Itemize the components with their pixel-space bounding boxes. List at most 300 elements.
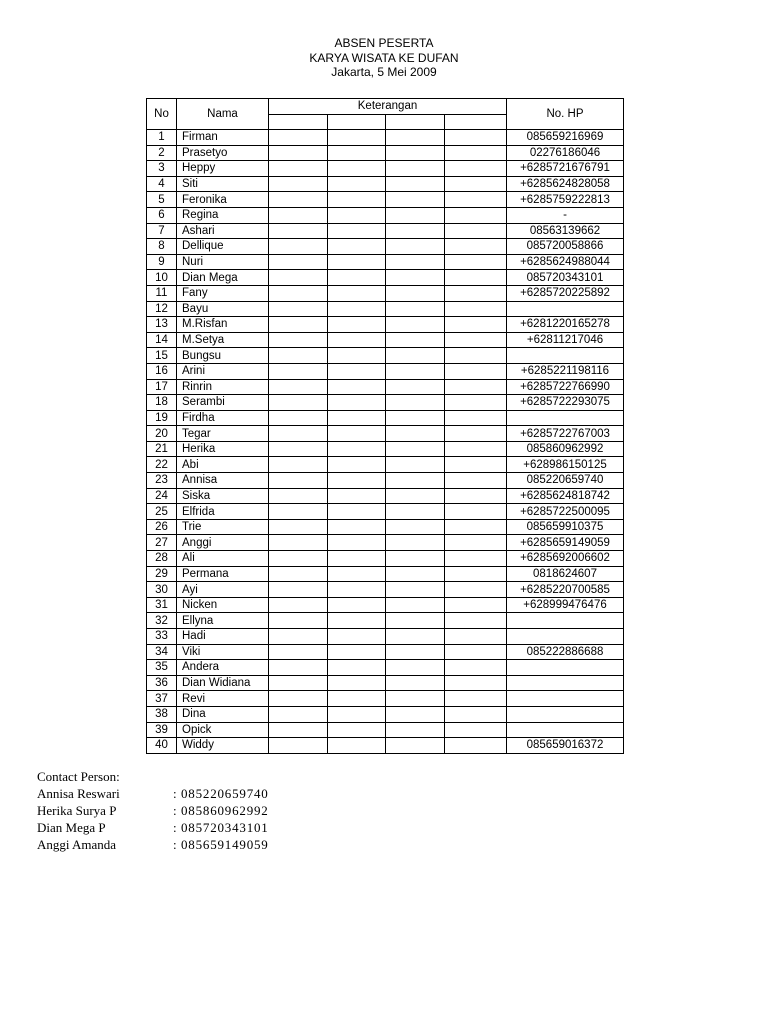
keterangan-subcol: [386, 114, 445, 130]
cell-keterangan: [269, 239, 328, 255]
cell-no: 19: [147, 410, 177, 426]
table-row: [147, 301, 624, 317]
table-row: [147, 597, 624, 613]
table-row: [147, 629, 624, 645]
table-row: [147, 270, 624, 286]
cell-keterangan: [328, 270, 386, 286]
cell-keterangan: [386, 207, 445, 223]
cell-nama: Bayu: [177, 301, 269, 317]
cell-keterangan: [328, 301, 386, 317]
table-row: [147, 613, 624, 629]
contact-row: [37, 819, 269, 836]
cell-keterangan: [445, 519, 507, 535]
cell-nama: Fany: [177, 285, 269, 301]
cell-keterangan: [386, 597, 445, 613]
cell-keterangan: [386, 317, 445, 333]
cell-keterangan: [445, 207, 507, 223]
cell-keterangan: [386, 192, 445, 208]
cell-keterangan: [386, 410, 445, 426]
cell-no: 4: [147, 176, 177, 192]
cell-keterangan: [386, 519, 445, 535]
document-title: [0, 36, 768, 80]
cell-keterangan: [386, 161, 445, 177]
cell-no: 35: [147, 660, 177, 676]
cell-hp: 085220659740: [507, 473, 624, 489]
cell-no: 14: [147, 332, 177, 348]
cell-no: 36: [147, 675, 177, 691]
cell-keterangan: [445, 457, 507, 473]
cell-keterangan: [445, 332, 507, 348]
cell-nama: Regina: [177, 207, 269, 223]
contact-phone: 085220659740: [181, 786, 269, 801]
cell-keterangan: [328, 254, 386, 270]
contact-list: [37, 785, 269, 853]
cell-keterangan: [445, 566, 507, 582]
table-row: [147, 441, 624, 457]
cell-nama: Prasetyo: [177, 145, 269, 161]
cell-keterangan: [328, 597, 386, 613]
cell-keterangan: [328, 473, 386, 489]
cell-keterangan: [445, 629, 507, 645]
cell-keterangan: [269, 270, 328, 286]
cell-keterangan: [269, 473, 328, 489]
table-row: [147, 691, 624, 707]
cell-hp: 085659216969: [507, 130, 624, 146]
cell-nama: Anggi: [177, 535, 269, 551]
cell-keterangan: [328, 738, 386, 754]
cell-keterangan: [386, 332, 445, 348]
cell-no: 37: [147, 691, 177, 707]
cell-nama: Rinrin: [177, 379, 269, 395]
cell-nama: Viki: [177, 644, 269, 660]
cell-keterangan: [386, 488, 445, 504]
cell-keterangan: [386, 722, 445, 738]
cell-keterangan: [386, 504, 445, 520]
cell-nama: M.Risfan: [177, 317, 269, 333]
cell-keterangan: [269, 285, 328, 301]
cell-keterangan: [328, 566, 386, 582]
cell-keterangan: [445, 691, 507, 707]
cell-keterangan: [328, 706, 386, 722]
cell-hp: +6285722500095: [507, 504, 624, 520]
cell-keterangan: [269, 332, 328, 348]
cell-keterangan: [445, 597, 507, 613]
cell-hp: +6285220700585: [507, 582, 624, 598]
cell-keterangan: [269, 395, 328, 411]
cell-keterangan: [445, 301, 507, 317]
cell-keterangan: [445, 192, 507, 208]
cell-keterangan: [328, 239, 386, 255]
cell-keterangan: [386, 395, 445, 411]
cell-keterangan: [445, 130, 507, 146]
cell-keterangan: [445, 254, 507, 270]
contact-name: Dian Mega P: [37, 820, 106, 835]
cell-no: 22: [147, 457, 177, 473]
cell-no: 12: [147, 301, 177, 317]
cell-keterangan: [328, 457, 386, 473]
cell-keterangan: [328, 504, 386, 520]
cell-keterangan: [445, 660, 507, 676]
cell-no: 39: [147, 722, 177, 738]
cell-keterangan: [328, 285, 386, 301]
cell-hp: +6281220165278: [507, 317, 624, 333]
cell-keterangan: [445, 706, 507, 722]
cell-nama: Siti: [177, 176, 269, 192]
cell-no: 8: [147, 239, 177, 255]
cell-keterangan: [269, 348, 328, 364]
cell-hp: [507, 660, 624, 676]
cell-nama: Abi: [177, 457, 269, 473]
table-row: [147, 457, 624, 473]
table-row: [147, 551, 624, 567]
table-row: [147, 722, 624, 738]
cell-hp: +628999476476: [507, 597, 624, 613]
cell-no: 25: [147, 504, 177, 520]
cell-keterangan: [328, 176, 386, 192]
cell-nama: Trie: [177, 519, 269, 535]
contact-section: [37, 768, 269, 853]
cell-no: 3: [147, 161, 177, 177]
cell-no: 20: [147, 426, 177, 442]
title-line-2: KARYA WISATA KE DUFAN: [309, 50, 459, 65]
cell-keterangan: [328, 317, 386, 333]
cell-keterangan: [328, 519, 386, 535]
cell-no: 33: [147, 629, 177, 645]
cell-keterangan: [386, 130, 445, 146]
table-row: [147, 161, 624, 177]
table-row: [147, 332, 624, 348]
table-row: [147, 395, 624, 411]
cell-nama: Nuri: [177, 254, 269, 270]
cell-keterangan: [445, 176, 507, 192]
cell-keterangan: [269, 706, 328, 722]
cell-keterangan: [445, 722, 507, 738]
cell-hp: [507, 348, 624, 364]
cell-hp: [507, 410, 624, 426]
table-row: [147, 285, 624, 301]
cell-keterangan: [445, 582, 507, 598]
contact-separator: :: [173, 803, 177, 818]
cell-keterangan: [445, 270, 507, 286]
table-row: [147, 488, 624, 504]
cell-keterangan: [269, 192, 328, 208]
contact-row: [37, 802, 269, 819]
contact-name: Annisa Reswari: [37, 786, 120, 801]
cell-nama: M.Setya: [177, 332, 269, 348]
cell-keterangan: [269, 130, 328, 146]
cell-hp: 0818624607: [507, 566, 624, 582]
cell-keterangan: [328, 363, 386, 379]
cell-hp: +628986150125: [507, 457, 624, 473]
cell-hp: 085720058866: [507, 239, 624, 255]
cell-keterangan: [328, 691, 386, 707]
cell-keterangan: [445, 285, 507, 301]
keterangan-subcol: [328, 114, 386, 130]
cell-keterangan: [269, 597, 328, 613]
cell-keterangan: [445, 551, 507, 567]
cell-nama: Serambi: [177, 395, 269, 411]
table-row: [147, 254, 624, 270]
contact-phone: 085860962992: [181, 803, 269, 818]
cell-keterangan: [269, 223, 328, 239]
cell-keterangan: [269, 629, 328, 645]
cell-no: 9: [147, 254, 177, 270]
cell-keterangan: [269, 488, 328, 504]
cell-no: 6: [147, 207, 177, 223]
cell-hp: +6285722293075: [507, 395, 624, 411]
cell-nama: Hadi: [177, 629, 269, 645]
contact-separator: :: [173, 837, 177, 852]
cell-hp: [507, 675, 624, 691]
table-row: [147, 317, 624, 333]
cell-keterangan: [328, 644, 386, 660]
cell-keterangan: [269, 582, 328, 598]
cell-keterangan: [445, 161, 507, 177]
cell-nama: Heppy: [177, 161, 269, 177]
cell-nama: Siska: [177, 488, 269, 504]
cell-keterangan: [328, 488, 386, 504]
cell-keterangan: [445, 473, 507, 489]
cell-hp: +6285722766990: [507, 379, 624, 395]
cell-keterangan: [386, 363, 445, 379]
cell-keterangan: [386, 738, 445, 754]
cell-no: 24: [147, 488, 177, 504]
table-row: [147, 410, 624, 426]
attendance-table: [146, 98, 624, 754]
cell-nama: Firdha: [177, 410, 269, 426]
table-row: [147, 738, 624, 754]
cell-no: 21: [147, 441, 177, 457]
cell-no: 17: [147, 379, 177, 395]
contact-separator: :: [173, 786, 177, 801]
cell-keterangan: [445, 145, 507, 161]
cell-hp: +6285624818742: [507, 488, 624, 504]
cell-hp: [507, 722, 624, 738]
table-row: [147, 706, 624, 722]
cell-keterangan: [386, 473, 445, 489]
cell-keterangan: [269, 660, 328, 676]
table-header-row: [147, 99, 624, 115]
header-no: No: [147, 99, 177, 130]
cell-hp: +62811217046: [507, 332, 624, 348]
cell-hp: 085720343101: [507, 270, 624, 286]
cell-keterangan: [386, 660, 445, 676]
cell-nama: Feronika: [177, 192, 269, 208]
cell-keterangan: [269, 254, 328, 270]
cell-keterangan: [386, 644, 445, 660]
cell-no: 28: [147, 551, 177, 567]
cell-keterangan: [386, 457, 445, 473]
contact-name: Herika Surya P: [37, 803, 117, 818]
cell-no: 34: [147, 644, 177, 660]
table-row: [147, 223, 624, 239]
cell-keterangan: [386, 285, 445, 301]
cell-hp: +6285692006602: [507, 551, 624, 567]
cell-keterangan: [445, 535, 507, 551]
cell-no: 7: [147, 223, 177, 239]
cell-no: 2: [147, 145, 177, 161]
table-body: [147, 130, 624, 754]
cell-hp: 085659016372: [507, 738, 624, 754]
cell-keterangan: [445, 613, 507, 629]
cell-keterangan: [269, 613, 328, 629]
cell-keterangan: [269, 691, 328, 707]
cell-keterangan: [445, 504, 507, 520]
cell-keterangan: [445, 239, 507, 255]
cell-keterangan: [445, 363, 507, 379]
keterangan-subcol: [445, 114, 507, 130]
cell-keterangan: [269, 644, 328, 660]
cell-nama: Permana: [177, 566, 269, 582]
cell-keterangan: [386, 145, 445, 161]
table-row: [147, 504, 624, 520]
cell-keterangan: [386, 270, 445, 286]
cell-keterangan: [386, 379, 445, 395]
cell-no: 38: [147, 706, 177, 722]
cell-nama: Ellyna: [177, 613, 269, 629]
cell-no: 5: [147, 192, 177, 208]
keterangan-subcol: [269, 114, 328, 130]
cell-keterangan: [328, 551, 386, 567]
table-row: [147, 644, 624, 660]
cell-keterangan: [328, 441, 386, 457]
cell-no: 15: [147, 348, 177, 364]
title-line-1: ABSEN PESERTA: [334, 36, 434, 50]
cell-keterangan: [445, 738, 507, 754]
cell-keterangan: [386, 691, 445, 707]
cell-keterangan: [269, 176, 328, 192]
cell-keterangan: [269, 317, 328, 333]
cell-keterangan: [445, 317, 507, 333]
cell-keterangan: [386, 629, 445, 645]
cell-keterangan: [269, 722, 328, 738]
cell-no: 11: [147, 285, 177, 301]
cell-keterangan: [386, 239, 445, 255]
cell-hp: +6285659149059: [507, 535, 624, 551]
cell-keterangan: [269, 145, 328, 161]
cell-nama: Ali: [177, 551, 269, 567]
cell-nama: Herika: [177, 441, 269, 457]
cell-keterangan: [269, 675, 328, 691]
cell-keterangan: [328, 332, 386, 348]
cell-hp: 02276186046: [507, 145, 624, 161]
cell-keterangan: [445, 223, 507, 239]
cell-keterangan: [386, 254, 445, 270]
cell-nama: Andera: [177, 660, 269, 676]
contact-phone: 085659149059: [181, 837, 269, 852]
cell-no: 18: [147, 395, 177, 411]
table-row: [147, 239, 624, 255]
cell-hp: [507, 706, 624, 722]
cell-keterangan: [445, 410, 507, 426]
cell-nama: Widdy: [177, 738, 269, 754]
cell-hp: [507, 691, 624, 707]
contact-phone: 085720343101: [181, 820, 269, 835]
contact-separator: :: [173, 820, 177, 835]
cell-keterangan: [328, 675, 386, 691]
contact-row: [37, 836, 269, 853]
cell-hp: 085659910375: [507, 519, 624, 535]
table-row: [147, 519, 624, 535]
title-line-3: Jakarta, 5 Mei 2009: [331, 65, 437, 79]
cell-no: 31: [147, 597, 177, 613]
cell-nama: Firman: [177, 130, 269, 146]
cell-keterangan: [445, 675, 507, 691]
cell-keterangan: [445, 441, 507, 457]
cell-keterangan: [269, 161, 328, 177]
cell-hp: +6285624988044: [507, 254, 624, 270]
cell-nama: Nicken: [177, 597, 269, 613]
cell-no: 30: [147, 582, 177, 598]
header-nama: Nama: [177, 99, 269, 130]
cell-keterangan: [386, 582, 445, 598]
cell-keterangan: [328, 535, 386, 551]
cell-hp: +6285721676791: [507, 161, 624, 177]
cell-hp: +6285221198116: [507, 363, 624, 379]
cell-keterangan: [328, 613, 386, 629]
table-row: [147, 535, 624, 551]
cell-no: 27: [147, 535, 177, 551]
cell-keterangan: [328, 130, 386, 146]
cell-keterangan: [386, 706, 445, 722]
cell-keterangan: [328, 426, 386, 442]
table-row: [147, 660, 624, 676]
cell-keterangan: [328, 348, 386, 364]
cell-keterangan: [269, 519, 328, 535]
cell-no: 23: [147, 473, 177, 489]
cell-nama: Revi: [177, 691, 269, 707]
table-row: [147, 145, 624, 161]
table-row: [147, 176, 624, 192]
cell-no: 32: [147, 613, 177, 629]
cell-keterangan: [328, 145, 386, 161]
cell-nama: Bungsu: [177, 348, 269, 364]
cell-hp: [507, 613, 624, 629]
table-row: [147, 192, 624, 208]
cell-hp: +6285624828058: [507, 176, 624, 192]
cell-keterangan: [445, 426, 507, 442]
table-row: [147, 207, 624, 223]
cell-nama: Dellique: [177, 239, 269, 255]
cell-hp: [507, 629, 624, 645]
cell-no: 29: [147, 566, 177, 582]
cell-keterangan: [386, 566, 445, 582]
table-row: [147, 130, 624, 146]
cell-no: 16: [147, 363, 177, 379]
cell-keterangan: [386, 675, 445, 691]
cell-keterangan: [328, 410, 386, 426]
cell-nama: Annisa: [177, 473, 269, 489]
cell-keterangan: [386, 613, 445, 629]
cell-keterangan: [328, 629, 386, 645]
cell-hp: +6285759222813: [507, 192, 624, 208]
cell-no: 13: [147, 317, 177, 333]
cell-keterangan: [269, 207, 328, 223]
cell-no: 26: [147, 519, 177, 535]
cell-keterangan: [269, 738, 328, 754]
table-row: [147, 363, 624, 379]
cell-keterangan: [269, 379, 328, 395]
cell-keterangan: [386, 441, 445, 457]
table-row: [147, 426, 624, 442]
table-row: [147, 348, 624, 364]
cell-keterangan: [386, 551, 445, 567]
cell-keterangan: [269, 457, 328, 473]
cell-no: 1: [147, 130, 177, 146]
cell-hp: 085860962992: [507, 441, 624, 457]
cell-nama: Ashari: [177, 223, 269, 239]
cell-keterangan: [328, 192, 386, 208]
